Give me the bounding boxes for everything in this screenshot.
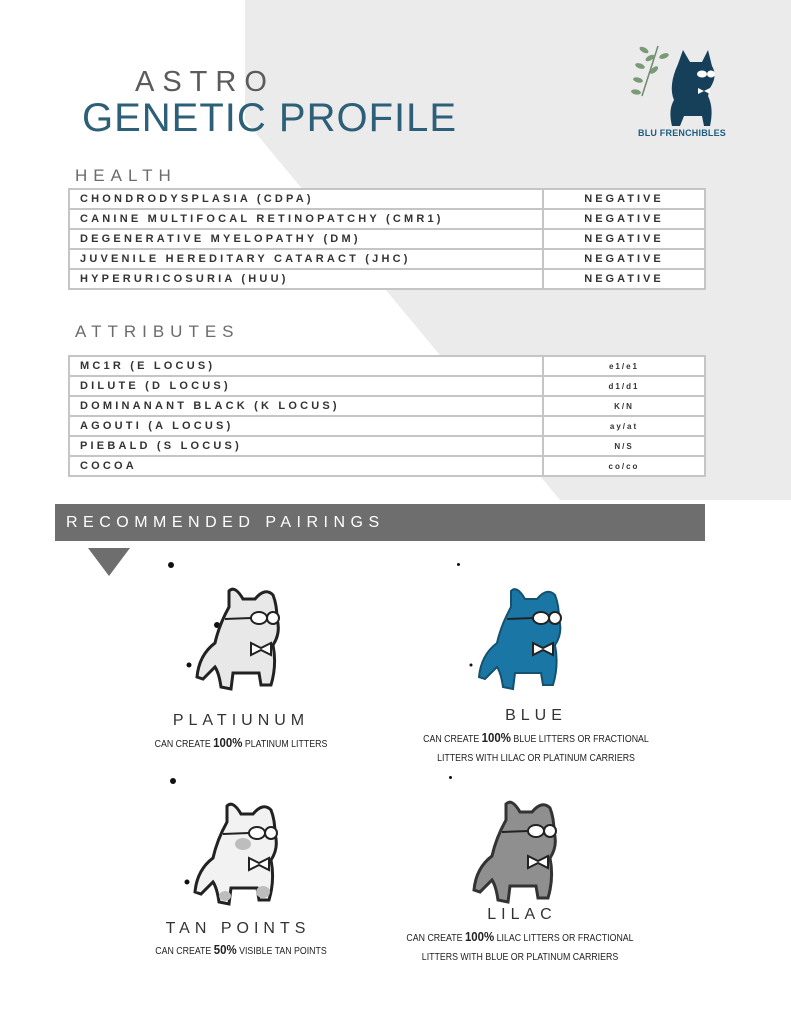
pairing-description: CAN CREATE 100% LILAC LITTERS OR FRACTIONAL LITTERS WITH BLUE OR PLATINUM CARRIERS	[406, 929, 634, 963]
health-result: NEGATIVE	[543, 209, 705, 229]
attribute-trait: COCOA	[69, 456, 543, 476]
pairing-name: PLATIUNUM	[172, 712, 310, 729]
attribute-value: e1/e1	[543, 356, 705, 376]
decor-dot	[449, 776, 452, 779]
table-row	[69, 189, 705, 209]
health-table	[68, 188, 706, 290]
table-row	[69, 249, 705, 269]
table-row	[69, 376, 705, 396]
pairing-description: CAN CREATE 100% PLATINUM LITTERS	[154, 735, 328, 750]
pairing-name: TAN POINTS	[165, 920, 311, 937]
attribute-value: K/N	[543, 396, 705, 416]
page-title: GENETIC PROFILE	[82, 96, 458, 140]
health-result: NEGATIVE	[543, 269, 705, 289]
attribute-value: ay/at	[543, 416, 705, 436]
logo-text: BLU FRENCHIBLES	[638, 128, 726, 138]
health-heading: HEALTH	[75, 166, 177, 185]
platinum-frenchie-icon	[185, 585, 295, 697]
attribute-trait: MC1R (E LOCUS)	[69, 356, 543, 376]
attributes-heading: ATTRIBUTES	[75, 322, 240, 341]
table-row	[69, 269, 705, 289]
attribute-value: co/co	[543, 456, 705, 476]
health-test: HYPERURICOSURIA (HUU)	[69, 269, 543, 289]
table-row	[69, 396, 705, 416]
attribute-trait: PIEBALD (S LOCUS)	[69, 436, 543, 456]
attribute-trait: AGOUTI (A LOCUS)	[69, 416, 543, 436]
health-test: DEGENERATIVE MYELOPATHY (DM)	[69, 229, 543, 249]
table-row	[69, 456, 705, 476]
health-result: NEGATIVE	[543, 229, 705, 249]
table-row	[69, 209, 705, 229]
pairings-heading: RECOMMENDED PAIRINGS	[55, 504, 705, 541]
health-test: CANINE MULTIFOCAL RETINOPATCHY (CMR1)	[69, 209, 543, 229]
pairing-description: CAN CREATE 100% BLUE LITTERS OR FRACTIONAL LITTERS WITH LILAC OR PLATINUM CARRIERS	[423, 730, 649, 764]
health-result: NEGATIVE	[543, 189, 705, 209]
attribute-value: N/S	[543, 436, 705, 456]
health-result: NEGATIVE	[543, 249, 705, 269]
triangle-pointer-icon	[88, 548, 130, 576]
table-row	[69, 229, 705, 249]
lilac-frenchie-icon	[462, 798, 572, 910]
decor-dot	[170, 778, 176, 784]
pairing-name: BLUE	[505, 707, 567, 724]
dog-name: ASTRO	[135, 66, 275, 98]
attribute-trait: DILUTE (D LOCUS)	[69, 376, 543, 396]
decor-dot	[168, 562, 174, 568]
attribute-value: d1/d1	[543, 376, 705, 396]
decor-dot	[457, 563, 460, 566]
table-row	[69, 416, 705, 436]
pairing-description: CAN CREATE 50% VISIBLE TAN POINTS	[155, 942, 327, 957]
attribute-trait: DOMINANANT BLACK (K LOCUS)	[69, 396, 543, 416]
tan-points-frenchie-icon	[183, 800, 293, 912]
table-row	[69, 356, 705, 376]
attributes-table	[68, 355, 706, 477]
table-row	[69, 436, 705, 456]
health-test: CHONDRODYSPLASIA (CDPA)	[69, 189, 543, 209]
health-test: JUVENILE HEREDITARY CATARACT (JHC)	[69, 249, 543, 269]
pairing-name: LILAC	[487, 906, 557, 923]
blue-frenchie-icon	[467, 585, 577, 697]
